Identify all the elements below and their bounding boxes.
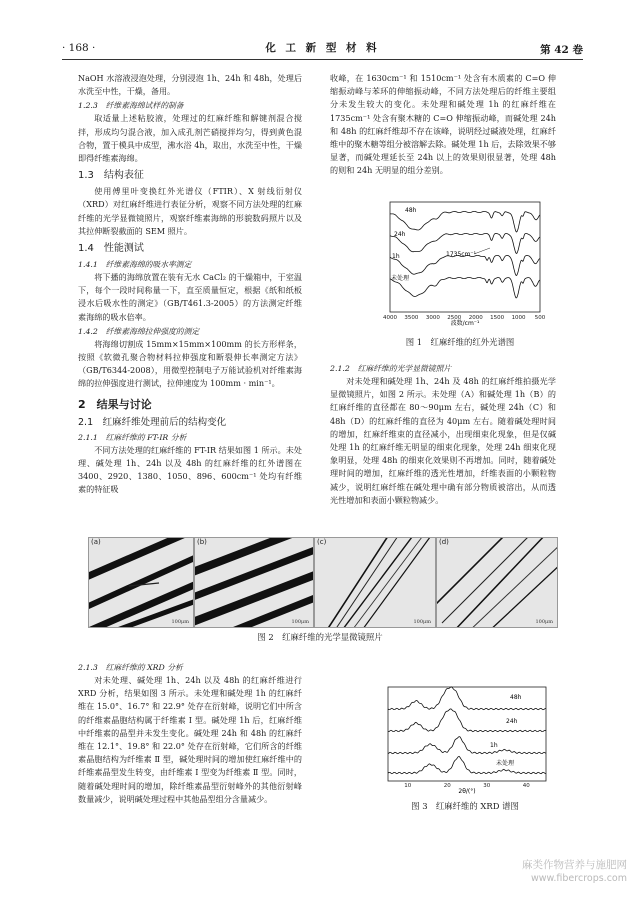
figure-3-caption: 图 3 红麻纤维的 XRD 谱图 [411,801,519,811]
panel-label-a: (a) [91,538,101,546]
xrd-tick-label: 30 [483,783,491,789]
journal-title: 化 工 新 型 材 料 [265,42,380,54]
chart-frame [388,687,546,781]
micrograph-a [88,537,194,628]
panel-label-c: (c) [317,538,327,546]
scale-bar-label: 100μm [535,619,553,625]
micrograph-b [194,537,314,628]
ir-tick-label: 2000 [468,315,483,321]
paragraph: 不同方法处理的红麻纤维的 FT-IR 结果如图 1 所示。未处理、碱处理 1h、24h 以及 48h 的红麻纤维的红外谱图在 3400、2920、1380、1050、896、600cm⁻¹ 处均有纤维素的特征吸 [78,444,302,495]
annotation-arrow [474,248,490,254]
xrd-label-24h: 24h [506,718,518,725]
paragraph: 使用傅里叶变换红外光谱仪（FTIR）、X 射线衍射仪（XRD）对红麻纤维进行表征分析，观察不同方法处理的红麻纤维的光学显微镜照片，观察纤维素海绵的形貌数码照片以及其拉伸断裂截面的 SEM 照片。 [78,186,302,236]
ir-label-untreated: 未处理 [391,275,410,282]
xrd-chart [378,683,550,795]
section-heading-2: 2 结果与讨论 [78,397,152,411]
section-heading-2-1: 2.1 红麻纤维处理前后的结构变化 [78,416,227,428]
section-heading-1-2-3: 1.2.3 纤维素海绵试样的制备 [78,101,184,111]
panel-label-b: (b) [197,538,207,546]
xrd-tick-label: 20 [443,783,451,789]
watermark-title: 麻类作物营养与施肥网 [522,859,627,871]
section-heading-1-4-1: 1.4.1 纤维素海绵的吸水率测定 [78,260,192,270]
section-heading-2-1-1: 2.1.1 红麻纤维的 FT-IR 分析 [78,432,187,442]
section-heading-1-4-2: 1.4.2 纤维素海绵拉伸强度的测定 [78,326,200,336]
ir-curve [390,211,540,232]
micrograph-d [436,537,558,628]
xrd-label-48h: 48h [510,694,522,701]
paragraph: 取适量上述粘胶液，处理过的红麻纤维和解键剂混合搅拌，形成均匀混合液，加入成孔剂芒硝搅拌均匀，得到黄色混合物，置于模具中成型，沸水浴 4h，取出，水洗至中性，干燥即得纤维素海绵。 [78,113,302,164]
ir-annotation: 1735cm⁻¹ [446,251,476,258]
left-column [78,72,302,496]
ir-curve [390,255,540,275]
xrd-curves [388,687,546,774]
xrd-tick-label: 10 [404,783,412,789]
xrd-curve [388,737,546,754]
ir-tick-label: 3500 [404,315,419,321]
ir-x-label: 波数/cm⁻¹ [450,320,480,327]
paragraph: 将下播的海绵放置在装有无水 CaCl₂ 的干燥箱中，于室温下，每个一段时间称量一下，直至质量恒定，根据《纸和纸板浸水后吸水性的测定》（GB/T461.3-2005）的方法测定纤维素海绵的吸水倍率。 [78,272,302,322]
paragraph: 对未处理、碱处理 1h、24h 以及 48h 的红麻纤维进行 XRD 分析，结果如图 3 所示。未处理和碱处理 1h 的红麻纤维在 15.0°、16.7° 和 22.9° 处存在衍射峰，说明它们中所含的纤维素晶胞结构属于纤维素 Ⅰ 型。碱处理 1h 后，红麻纤维中纤维素的晶型并未发生变化。碱处理 24h 和 48h 的红麻纤维在 12.1°、19.8° 和 22.0° 处存在衍射峰，它们所含的纤维素晶胞结构为纤维素 Ⅱ 型，碱处理时间的增加使红麻纤维中的纤维素晶型发生转变，由纤维素 Ⅰ 型变为纤维素 Ⅱ 型。同时，随着碱处理时间的增加，除纤维素晶型衍射峰外的其他衍射峰数量减少，说明碱处理过程中其他晶型组分含量减少。 [78,675,302,804]
volume-number: 第 42 卷 [540,44,583,56]
bottom-left-column [78,660,302,806]
panel-label-d: (d) [439,538,449,546]
scale-bar-label: 100μm [413,619,431,625]
right-column-top [330,72,556,178]
ir-tick-label: 1500 [490,315,505,321]
ir-tick-label: 500 [534,315,545,321]
xrd-curve [388,687,546,710]
paragraph: 将海绵切割成 15mm×15mm×100mm 的长方形样条，按照《软微孔聚合物材料拉伸强度和断裂伸长率测定方法》（GB/T6344-2008），用微型控制电子万能试验机对纤维素海绵的拉伸强度进行测试，拉伸速度为 100mm · min⁻¹。 [78,338,302,389]
scale-bar-label: 100μm [171,619,189,625]
ftir-chart [370,198,545,328]
xrd-tick-label: 40 [522,783,530,789]
paragraph: NaOH 水溶液浸泡处理，分别浸泡 1h、24h 和 48h，处理后水洗至中性，干燥，备用。 [78,73,302,97]
section-heading-2-1-3: 2.1.3 红麻纤维的 XRD 分析 [78,663,183,672]
section-heading-1-3: 1.3 结构表征 [78,170,144,182]
scale-bar-label: 100μm [291,619,309,625]
ir-label-24h: 24h [394,231,406,238]
section-heading-2-1-2: 2.1.2 红麻纤维的光学显微镜照片 [330,364,452,373]
section-heading-1-4: 1.4 性能测试 [78,243,144,255]
ir-tick-label: 4000 [383,315,397,321]
xrd-label-1h: 1h [490,742,498,749]
micrograph-c [314,537,436,628]
right-column-middle [330,361,556,507]
paragraph: 收峰，在 1630cm⁻¹ 和 1510cm⁻¹ 处含有木质素的 C=O 伸缩振动峰与苯环的伸缩振动峰，不同方法处理后的纤维主要组分未发生较大的变化。未处理和碱处理 1h 的红麻纤维在 1735cm⁻¹ 处含有聚木糖的 C=O 伸缩振动峰，而碱处理 24h 和 48h 的红麻纤维却不存在该峰，说明经过碱液处理，红麻纤维中的聚木糖等组分被溶解去除。碱处理 1h 后，去除效果不够显著，而碱处理延长至 24h 以上的效果则很显著，处理 48h 的则和 24h 无明显的组分差别。 [330,73,556,176]
page-number: · 168 · [62,42,96,54]
figure-2-caption: 图 2 红麻纤维的光学显微镜照片 [257,632,383,642]
ir-tick-label: 3000 [425,315,440,321]
watermark-url: www.fibercrops.com [530,873,627,884]
ir-label-1h: 1h [392,253,400,260]
xrd-curve [388,709,546,732]
xrd-curve [388,756,546,773]
xrd-x-label: 2θ/(°) [458,788,476,795]
ir-curve [390,277,540,298]
figure-1-caption: 图 1 红麻纤维的红外光谱图 [405,337,515,347]
ir-label-48h: 48h [405,207,417,214]
ir-tick-label: 2500 [447,315,462,321]
ir-tick-label: 1000 [511,315,526,321]
xrd-label-untreated: 未处理 [496,760,515,767]
paragraph: 对未处理和碱处理 1h、24h 及 48h 的红麻纤维拍摄光学显微镜照片，如图 2 所示。未处理（A）和碱处理 1h（B）的红麻纤维的直径都在 80～90μm 左右，碱处理 24h（C）和 48h（D）的红麻纤维的直径为 40μm 左右。随着碱处理时间的增加，红麻纤维束的直径减小，出现细束化现象，但是仅碱处理 1h 的红麻纤维无明显的细束化现象，处理 24h 细束化现象明显，处理 48h 的细束化效果则不再增加。同时，随着碱处理时间的增加，红麻纤维的透光性增加，纤维表面的小颗粒物减少，说明红麻纤维在碱处理中确有部分物质被溶出，从而透光性增加和表面小颗粒物减少。 [330,376,556,505]
running-header [62,40,583,58]
header-rule [62,59,583,60]
